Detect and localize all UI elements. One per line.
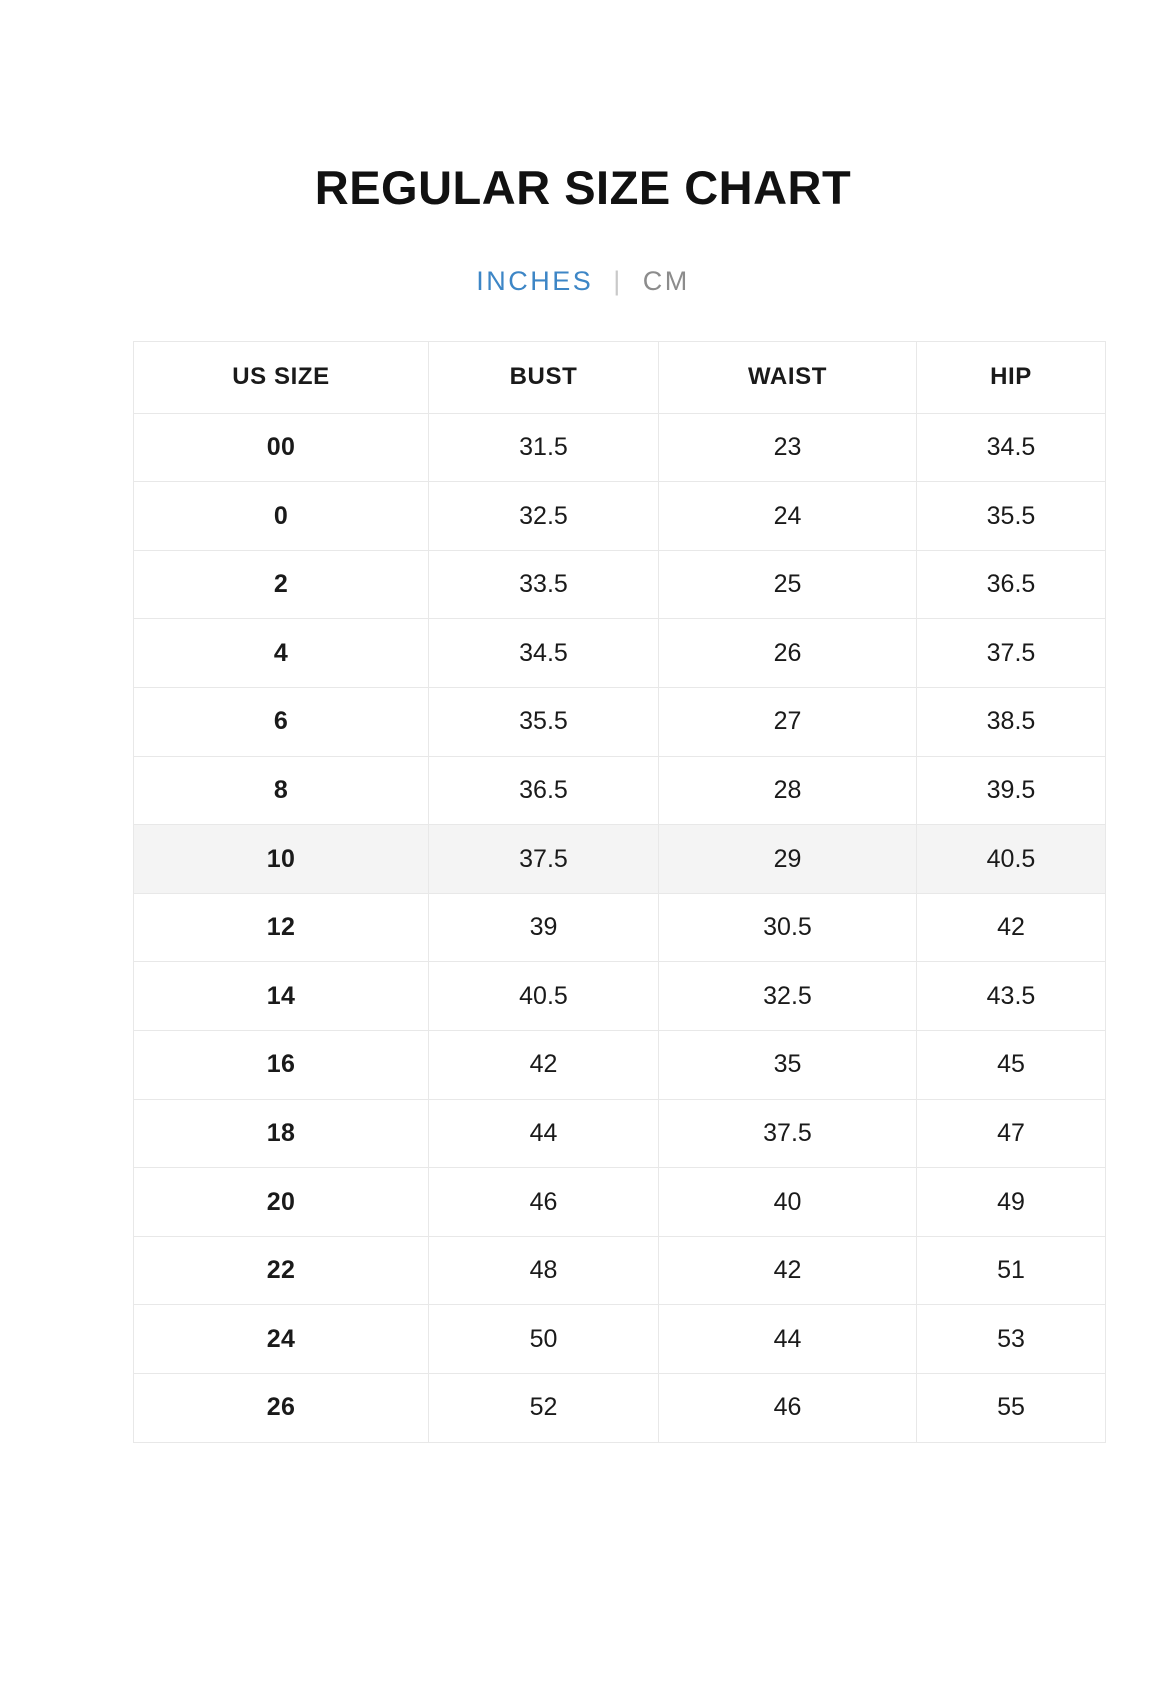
cell-waist: 25 xyxy=(659,550,917,619)
cell-us-size: 0 xyxy=(134,482,429,551)
cell-hip: 43.5 xyxy=(917,962,1106,1031)
table-row xyxy=(134,550,1106,619)
unit-separator: | xyxy=(613,265,623,296)
table-row xyxy=(134,413,1106,482)
size-table xyxy=(133,341,1106,1443)
cell-bust: 36.5 xyxy=(429,756,659,825)
cell-bust: 50 xyxy=(429,1305,659,1374)
cell-waist: 44 xyxy=(659,1305,917,1374)
cell-bust: 32.5 xyxy=(429,482,659,551)
cell-waist: 40 xyxy=(659,1168,917,1237)
cell-us-size: 20 xyxy=(134,1168,429,1237)
cell-bust: 44 xyxy=(429,1099,659,1168)
cell-us-size: 00 xyxy=(134,413,429,482)
cell-hip: 55 xyxy=(917,1374,1106,1443)
table-row xyxy=(134,1305,1106,1374)
column-header-hip: HIP xyxy=(917,341,1106,413)
cell-hip: 53 xyxy=(917,1305,1106,1374)
cell-waist: 23 xyxy=(659,413,917,482)
page-title: REGULAR SIZE CHART xyxy=(314,161,852,214)
cell-bust: 40.5 xyxy=(429,962,659,1031)
cell-bust: 48 xyxy=(429,1236,659,1305)
cell-bust: 34.5 xyxy=(429,619,659,688)
cell-bust: 31.5 xyxy=(429,413,659,482)
cell-waist: 35 xyxy=(659,1031,917,1100)
table-header-row xyxy=(134,341,1106,413)
cell-hip: 42 xyxy=(917,893,1106,962)
cell-hip: 51 xyxy=(917,1236,1106,1305)
cell-bust: 52 xyxy=(429,1374,659,1443)
column-header-us-size: US SIZE xyxy=(134,341,429,413)
cell-bust: 42 xyxy=(429,1031,659,1100)
cell-hip: 38.5 xyxy=(917,688,1106,757)
table-row xyxy=(134,893,1106,962)
cell-us-size: 26 xyxy=(134,1374,429,1443)
cell-bust: 46 xyxy=(429,1168,659,1237)
cell-bust: 37.5 xyxy=(429,825,659,894)
cell-waist: 30.5 xyxy=(659,893,917,962)
cell-hip: 49 xyxy=(917,1168,1106,1237)
table-row xyxy=(134,1236,1106,1305)
cell-waist: 27 xyxy=(659,688,917,757)
cell-waist: 32.5 xyxy=(659,962,917,1031)
table-row xyxy=(134,1168,1106,1237)
cell-us-size: 10 xyxy=(134,825,429,894)
cell-us-size: 18 xyxy=(134,1099,429,1168)
size-table-container xyxy=(61,341,1105,1443)
cell-waist: 42 xyxy=(659,1236,917,1305)
column-header-waist: WAIST xyxy=(659,341,917,413)
cell-us-size: 22 xyxy=(134,1236,429,1305)
table-body xyxy=(134,413,1106,1442)
cell-waist: 26 xyxy=(659,619,917,688)
cell-us-size: 4 xyxy=(134,619,429,688)
cell-us-size: 12 xyxy=(134,893,429,962)
table-row xyxy=(134,482,1106,551)
unit-toggle xyxy=(476,266,690,297)
table-row xyxy=(134,1099,1106,1168)
table-row xyxy=(134,1374,1106,1443)
unit-option-inches[interactable]: INCHES xyxy=(476,265,594,296)
cell-hip: 39.5 xyxy=(917,756,1106,825)
column-header-bust: BUST xyxy=(429,341,659,413)
cell-us-size: 6 xyxy=(134,688,429,757)
cell-bust: 33.5 xyxy=(429,550,659,619)
cell-hip: 37.5 xyxy=(917,619,1106,688)
cell-hip: 35.5 xyxy=(917,482,1106,551)
table-header xyxy=(134,341,1106,413)
table-row xyxy=(134,688,1106,757)
cell-waist: 29 xyxy=(659,825,917,894)
cell-waist: 24 xyxy=(659,482,917,551)
table-row xyxy=(134,756,1106,825)
cell-hip: 45 xyxy=(917,1031,1106,1100)
table-row xyxy=(134,619,1106,688)
table-row xyxy=(134,825,1106,894)
cell-waist: 46 xyxy=(659,1374,917,1443)
cell-waist: 28 xyxy=(659,756,917,825)
cell-us-size: 2 xyxy=(134,550,429,619)
cell-bust: 35.5 xyxy=(429,688,659,757)
table-row xyxy=(134,1031,1106,1100)
cell-hip: 47 xyxy=(917,1099,1106,1168)
cell-us-size: 16 xyxy=(134,1031,429,1100)
cell-us-size: 14 xyxy=(134,962,429,1031)
table-row xyxy=(134,962,1106,1031)
cell-us-size: 24 xyxy=(134,1305,429,1374)
cell-bust: 39 xyxy=(429,893,659,962)
cell-us-size: 8 xyxy=(134,756,429,825)
cell-hip: 40.5 xyxy=(917,825,1106,894)
unit-option-cm[interactable]: CM xyxy=(642,265,690,296)
cell-hip: 34.5 xyxy=(917,413,1106,482)
cell-waist: 37.5 xyxy=(659,1099,917,1168)
cell-hip: 36.5 xyxy=(917,550,1106,619)
